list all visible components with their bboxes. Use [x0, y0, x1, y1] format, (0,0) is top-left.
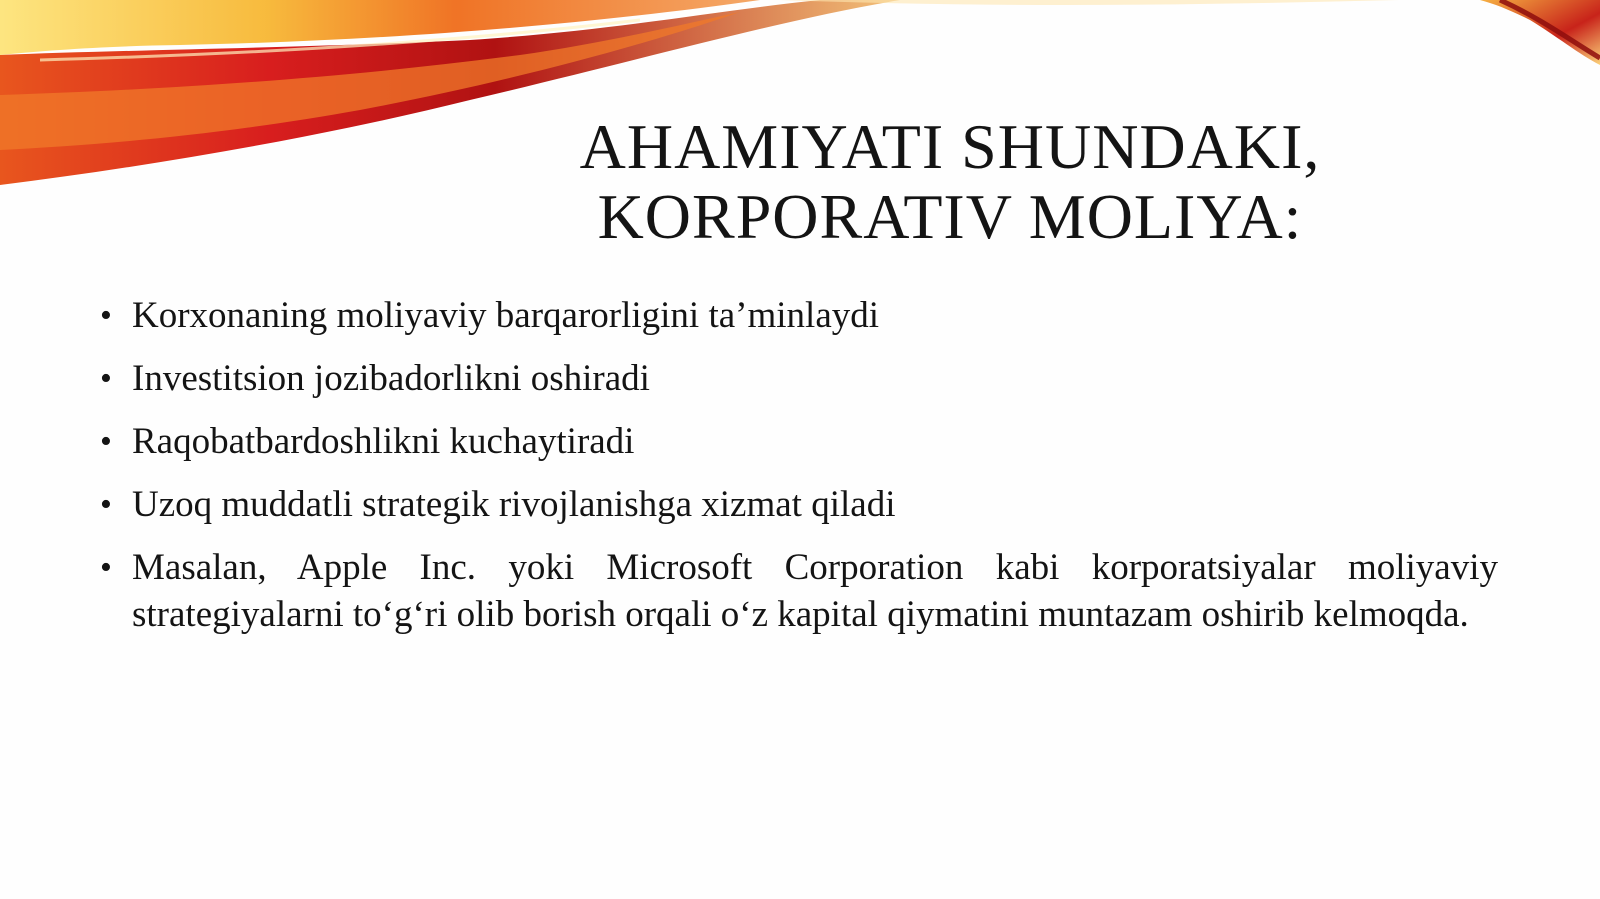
bullet-item [100, 292, 1498, 339]
bullet-marker: • [100, 423, 112, 460]
bullet-text: Korxonaning moliyaviy barqarorligini ta’minlaydi [132, 295, 880, 336]
bullet-text: Raqobatbardoshlikni kuchaytiradi [132, 421, 635, 462]
bullet-text: Investitsion jozibadorlikni oshiradi [132, 358, 650, 399]
bullet-marker: • [100, 297, 112, 334]
slide-title-line-2: KORPORATIV MOLIYA: [597, 181, 1303, 252]
bullet-list [100, 292, 1498, 654]
slide-title-line-1: AHAMIYATI SHUNDAKI, [579, 111, 1321, 182]
slide-title [520, 112, 1380, 252]
bullet-item [100, 355, 1498, 402]
bullet-item [100, 418, 1498, 465]
bullet-text: Uzoq muddatli strategik rivojlanishga xizmat qiladi [132, 484, 896, 525]
bullet-text: Masalan, Apple Inc. yoki Microsoft Corporation kabi korporatsiyalar moliyaviy strategiyalarni to‘g‘ri olib borish orqali o‘z kapital qiymatini muntazam oshirib kelmoqda. [132, 547, 1498, 635]
bullet-marker: • [100, 549, 112, 586]
bullet-marker: • [100, 486, 112, 523]
bullet-marker: • [100, 360, 112, 397]
bullet-item [100, 481, 1498, 528]
bullet-item [100, 544, 1498, 638]
